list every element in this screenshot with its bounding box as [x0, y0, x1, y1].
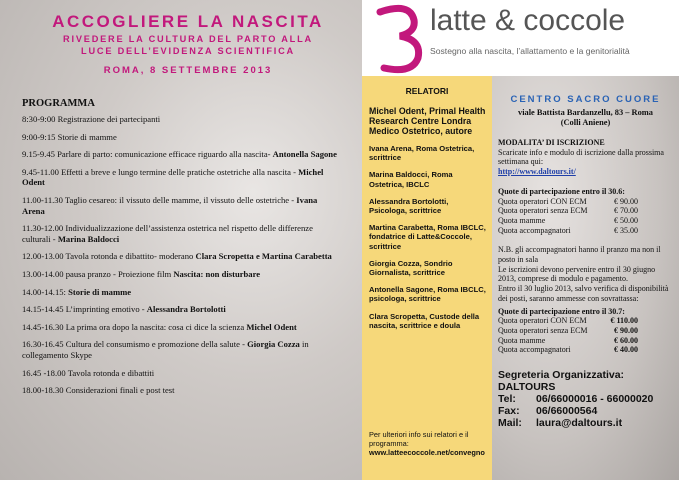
fee-label: Quota operatori senza ECM	[498, 206, 588, 216]
program-text: pausa pranzo - Proiezione film	[65, 268, 172, 279]
tel-label: Tel:	[498, 393, 516, 406]
relatore-entry: Marina Baldocci, Roma Ostetrica, IBCLC	[369, 170, 453, 189]
fee-row	[498, 206, 638, 216]
fee-row	[498, 226, 638, 236]
fee-row	[498, 197, 638, 207]
program-row	[22, 322, 340, 333]
program-row	[22, 287, 340, 298]
event-subtitle-line1: RIVEDERE LA CULTURA DEL PARTO ALLA	[63, 34, 313, 44]
fee-label: Quota operatori CON ECM	[498, 316, 587, 326]
program-time: 14.00-14.15:	[22, 286, 66, 297]
program-text: L’imprinting emotivo -	[65, 304, 145, 315]
venue-address-line2: (Colli Aniene)	[560, 118, 611, 127]
fee-price: € 60.00	[614, 335, 638, 345]
program-row	[22, 149, 340, 160]
venue-panel	[492, 76, 679, 480]
venue-name: CENTRO SACRO CUORE	[510, 94, 661, 105]
program-text: Considerazioni finali e post test	[65, 385, 175, 396]
relatori-info	[369, 430, 489, 457]
program-time: 16.45 -18.00	[22, 367, 66, 378]
mail-value[interactable]: laura@daltours.it	[536, 417, 623, 430]
program-time: 9.45-11.00	[22, 166, 59, 177]
fee-row	[498, 216, 638, 226]
program-speaker: Storie di mamme	[68, 286, 132, 297]
relatori-list	[369, 106, 486, 330]
brand-tagline: Sostegno alla nascita, l’allattamento e la genitorialità	[430, 46, 630, 56]
program-row	[22, 114, 340, 125]
relatori-panel	[362, 76, 492, 480]
relatori-info-text: Per ulteriori info sui relatori e il programma:	[369, 430, 469, 448]
program-row	[22, 304, 340, 315]
program-list	[22, 114, 340, 403]
event-title: ACCOGLIERE LA NASCITA	[52, 12, 324, 31]
program-speaker: Michel Odent	[246, 321, 297, 332]
fee-price: € 90.00	[614, 325, 638, 335]
tel-value: 06/66000016 - 66000020	[536, 393, 654, 406]
program-row	[22, 339, 340, 360]
program-time: 14.15-14.45	[22, 304, 64, 315]
program-speaker: Ivana Arena	[22, 194, 318, 216]
fee-label: Quota accompagnatori	[498, 225, 571, 235]
program-time: 8:30-9:00	[22, 114, 56, 124]
nb-note-3: Entro il 30 luglio 2013, salvo verifica di disponibilità dei posti, saranno ammesse con sovrattassa:	[498, 284, 669, 303]
relatori-title: RELATORI	[405, 86, 449, 96]
program-speaker: Michel Odent	[22, 166, 324, 188]
program-time: 13.00-14.00	[22, 268, 64, 279]
mail-label: Mail:	[498, 417, 522, 430]
fee-row	[498, 345, 638, 355]
fee-label: Quota operatori senza ECM	[498, 325, 588, 335]
program-row	[22, 385, 340, 396]
fee-price: € 110.00	[610, 316, 638, 326]
program-text: Registrazione dei partecipanti	[57, 114, 161, 124]
program-extra: in collegamento Skype	[22, 339, 309, 360]
fee-label: Quota accompagnatori	[498, 345, 571, 355]
logo-banner	[362, 0, 679, 76]
daltours-link[interactable]: http://www.daltours.it/	[498, 167, 576, 177]
program-text: La prima ora dopo la nascita: cosa ci dice la scienza	[65, 321, 245, 332]
program-row	[22, 368, 340, 379]
relatore-entry: Martina Carabetta, Roma IBCLC, fondatrice di Latte&Coccole, scrittrice	[369, 223, 486, 251]
program-text: Effetti a breve e lungo termine delle pratiche ostetriche alla nascita -	[61, 166, 296, 177]
program-speaker: Giorgia Cozza	[247, 339, 300, 350]
program-row	[22, 132, 340, 143]
relatore-entry: Giorgia Cozza, Sondrio Giornalista, scrittrice	[369, 258, 453, 278]
venue-address-line1: viale Battista Bardanzellu, 83 – Roma	[518, 108, 653, 117]
fee-price: € 50.00	[614, 215, 638, 225]
fees1-title: Quote di partecipazione entro il 30.6:	[498, 186, 625, 196]
program-speaker: Clara Scropetta e Martina Carabetta	[195, 251, 332, 262]
relatore-entry: Alessandra Bortolotti, Psicologa, scrittrice	[369, 196, 449, 216]
program-row	[22, 167, 340, 188]
program-time: 12.00-13.00	[22, 251, 64, 262]
registration-title: MODALITA’ DI ISCRIZIONE	[498, 138, 605, 147]
program-text: Tavola rotonda e dibattito- moderano	[65, 251, 194, 262]
fee-row	[498, 316, 638, 326]
program-speaker: Antonella Sagone	[272, 149, 337, 160]
program-title: PROGRAMMA	[22, 98, 95, 109]
nb-note-1: N.B. gli accompagnatori hanno il pranzo ma non il posto in sala	[498, 245, 661, 265]
program-speaker: Alessandra Bortolotti	[146, 304, 226, 315]
fee-label: Quota operatori CON ECM	[498, 196, 587, 206]
fee-label: Quota mamme	[498, 215, 546, 225]
latte-coccole-logo-icon	[370, 2, 430, 74]
relatore-entry: Antonella Sagone, Roma IBCLC, psicologa, scrittrice	[369, 285, 486, 304]
program-text: Tavola rotonda e dibattiti	[67, 367, 155, 378]
program-row	[22, 195, 340, 216]
program-text: Individualizzazione dell’assistenza ostetrica nel rispetto delle differenze culturali -	[22, 223, 313, 244]
relatore-entry: Ivana Arena, Roma Ostetrica, scrittrice	[369, 144, 475, 163]
fees2-title: Quote di partecipazione entro il 30.7:	[498, 306, 625, 316]
program-time: 9.15-9.45	[22, 149, 55, 160]
program-speaker: Marina Baldocci	[57, 233, 120, 244]
program-text: Storie di mamme	[57, 131, 117, 142]
program-speaker: Nascita: non disturbare	[173, 268, 261, 279]
relatore-entry: Clara Scropetta, Custode della nascita, scrittrice e doula	[369, 311, 480, 330]
event-header	[18, 12, 358, 76]
fee-row	[498, 336, 638, 346]
secretariat-title: Segreteria Organizzativa:	[498, 369, 625, 382]
program-time: 14.45-16.30	[22, 321, 64, 332]
brand-name: latte & coccole	[430, 4, 626, 37]
secretariat	[498, 369, 673, 429]
event-subtitle-line2: LUCE DELL’EVIDENZA SCIENTIFICA	[81, 46, 295, 56]
program-time: 11.00-11.30	[22, 194, 63, 205]
fee-price: € 70.00	[614, 206, 638, 216]
program-row	[22, 223, 340, 244]
secretariat-name: DALTOURS	[498, 381, 556, 394]
fee-label: Quota mamme	[498, 335, 546, 345]
fee-price: € 35.00	[614, 225, 638, 235]
program-text: Cultura del consumismo e promozione della salute -	[65, 339, 245, 350]
fees2-list	[498, 316, 675, 355]
program-row	[22, 269, 340, 280]
program-time: 18.00-18.30	[22, 385, 64, 396]
fees1-list	[498, 197, 675, 236]
program-text: Parlare di parto: comunicazione efficace riguardo alla nascita-	[57, 149, 271, 160]
event-date: ROMA, 8 SETTEMBRE 2013	[103, 65, 273, 76]
relatore-entry: Michel Odent, Primal Health Research Centre Londra Medico Ostetrico, autore	[369, 106, 486, 136]
program-time: 16.30-16.45	[22, 339, 64, 350]
fee-price: € 40.00	[614, 345, 638, 355]
fee-price: € 90.00	[614, 196, 638, 206]
fee-row	[498, 326, 638, 336]
fax-value: 06/66000564	[536, 405, 598, 418]
program-text: Taglio cesareo: il vissuto delle mamme, il vissuto delle ostetriche -	[64, 194, 295, 205]
program-row	[22, 251, 340, 262]
relatori-url[interactable]: www.latteecoccole.net/convegno	[369, 448, 485, 457]
registration-text: Scaricate info e modulo di iscrizione dalla prossima settimana qui:	[498, 147, 664, 167]
program-time: 11.30-12.00	[22, 223, 64, 234]
nb-note-2: Le iscrizioni devono pervenire entro il 30 giugno 2013, comprese di modulo e pagamento.	[498, 264, 656, 284]
fax-label: Fax:	[498, 405, 520, 418]
program-time: 9:00-9:15	[22, 131, 56, 142]
